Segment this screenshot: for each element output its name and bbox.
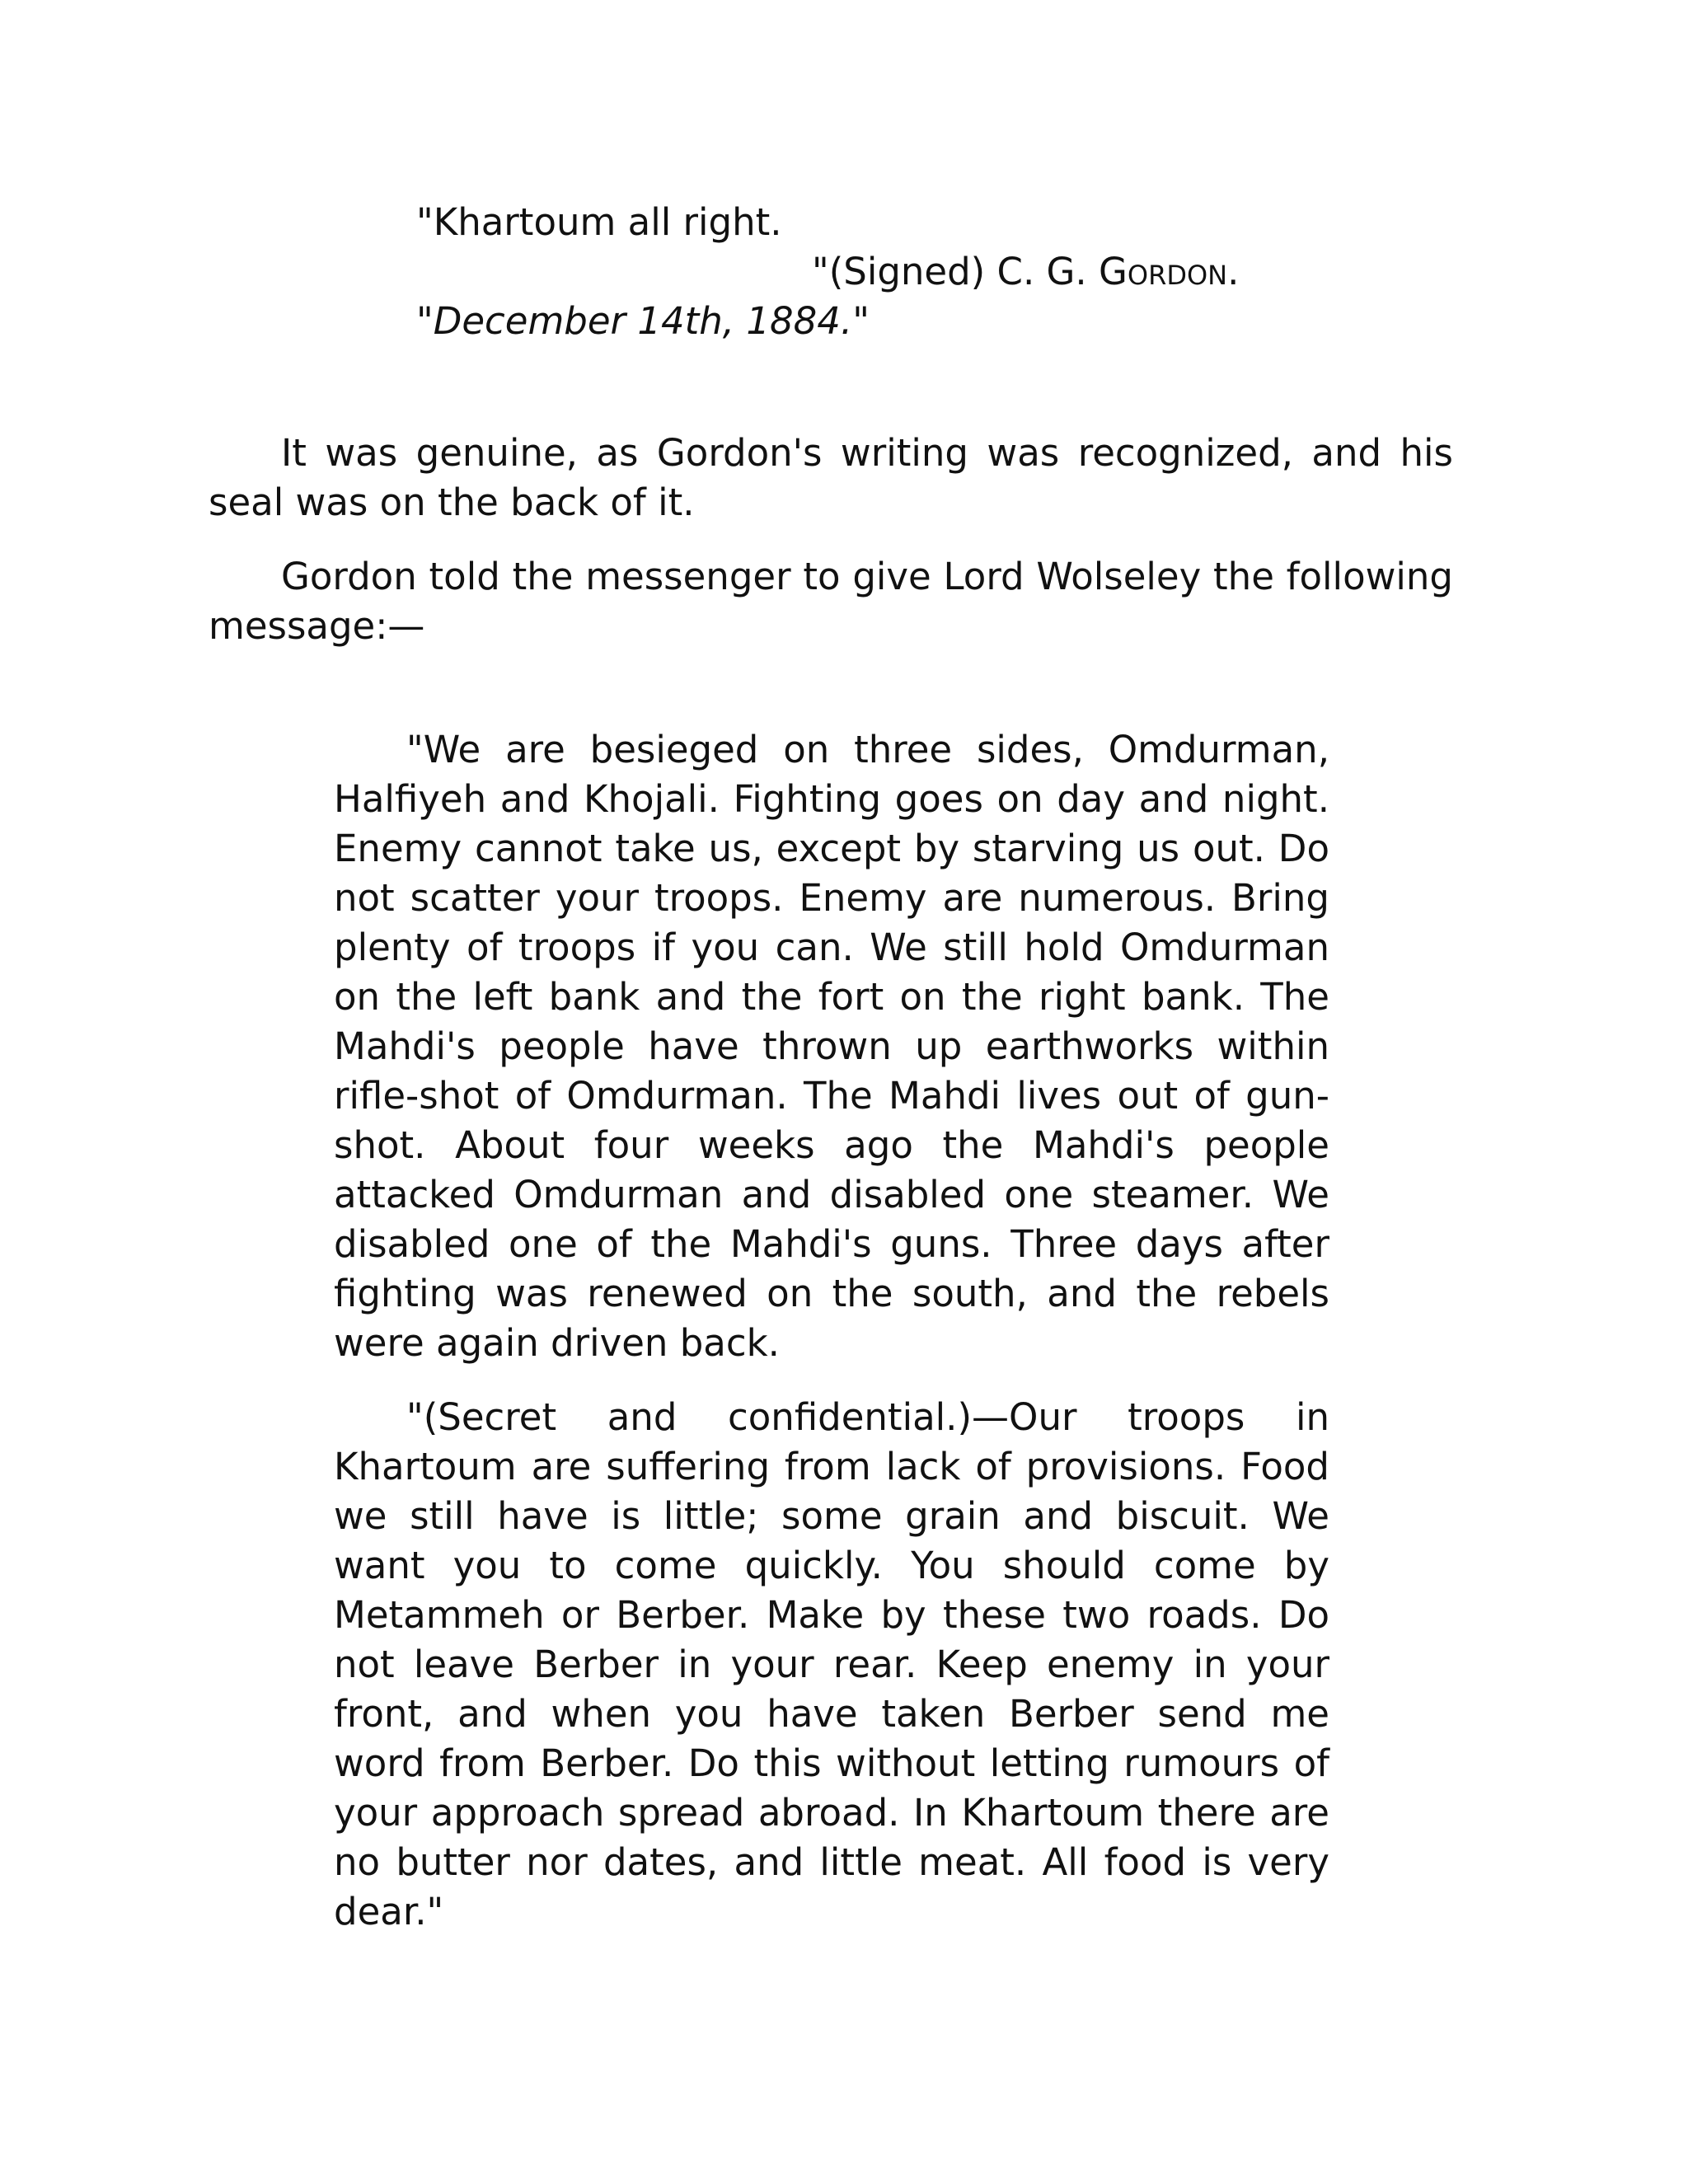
note-date: [416, 297, 1323, 346]
narrative-paragraph-1: It was genuine, as Gordon's writing was recognized, and his seal was on the back of it.: [209, 431, 1453, 524]
signature-prefix: "(Signed) C. G.: [812, 250, 1100, 293]
signature-suffix: .: [1227, 250, 1240, 293]
date-text: December 14th, 1884.: [433, 299, 853, 343]
date-close-quote: ": [852, 299, 870, 343]
narrative-text: [209, 429, 1453, 676]
quoted-message: [334, 725, 1329, 1961]
quoted-paragraph-1: "We are besieged on three sides, Omdurman, Halfiyeh and Khojali. Fighting goes on day and night. Enemy cannot take us, except by starving us out. Do not scatter your troops. Enemy are numerous. Bring plenty of troops if you can. We still hold Omdurman on the left bank and the fort on the right bank. The Mahdi's people have thrown up earthworks within rifle-shot of Omdurman. The Mahdi lives out of gun-shot. About four weeks ago the Mahdi's people attacked Omdurman and disabled one steamer. We disabled one of the Mahdi's guns. Three days after fighting was renewed on the south, and the rebels were again driven back.: [334, 728, 1329, 1365]
quoted-paragraph-2: "(Secret and confidential.)—Our troops in Khartoum are suffering from lack of provisions. Food we still have is little; some grain and biscuit. We want you to come quickly. You should come by Metammeh or Berber. Make by these two roads. Do not leave Berber in your rear. Keep enemy in your front, and when you have taken Berber send me word from Berber. Do this without letting rumours of your approach spread abroad. In Khartoum there are no butter nor dates, and little meat. All food is very dear.": [334, 1395, 1329, 1933]
signature-name: Gordon: [1099, 250, 1228, 293]
telegram-note: [416, 198, 1323, 346]
narrative-paragraph-2: Gordon told the messenger to give Lord Wolseley the following message:—: [209, 555, 1453, 648]
note-signature: [416, 247, 1323, 297]
date-open-quote: ": [416, 299, 434, 343]
note-message-line: "Khartoum all right.: [416, 200, 782, 244]
